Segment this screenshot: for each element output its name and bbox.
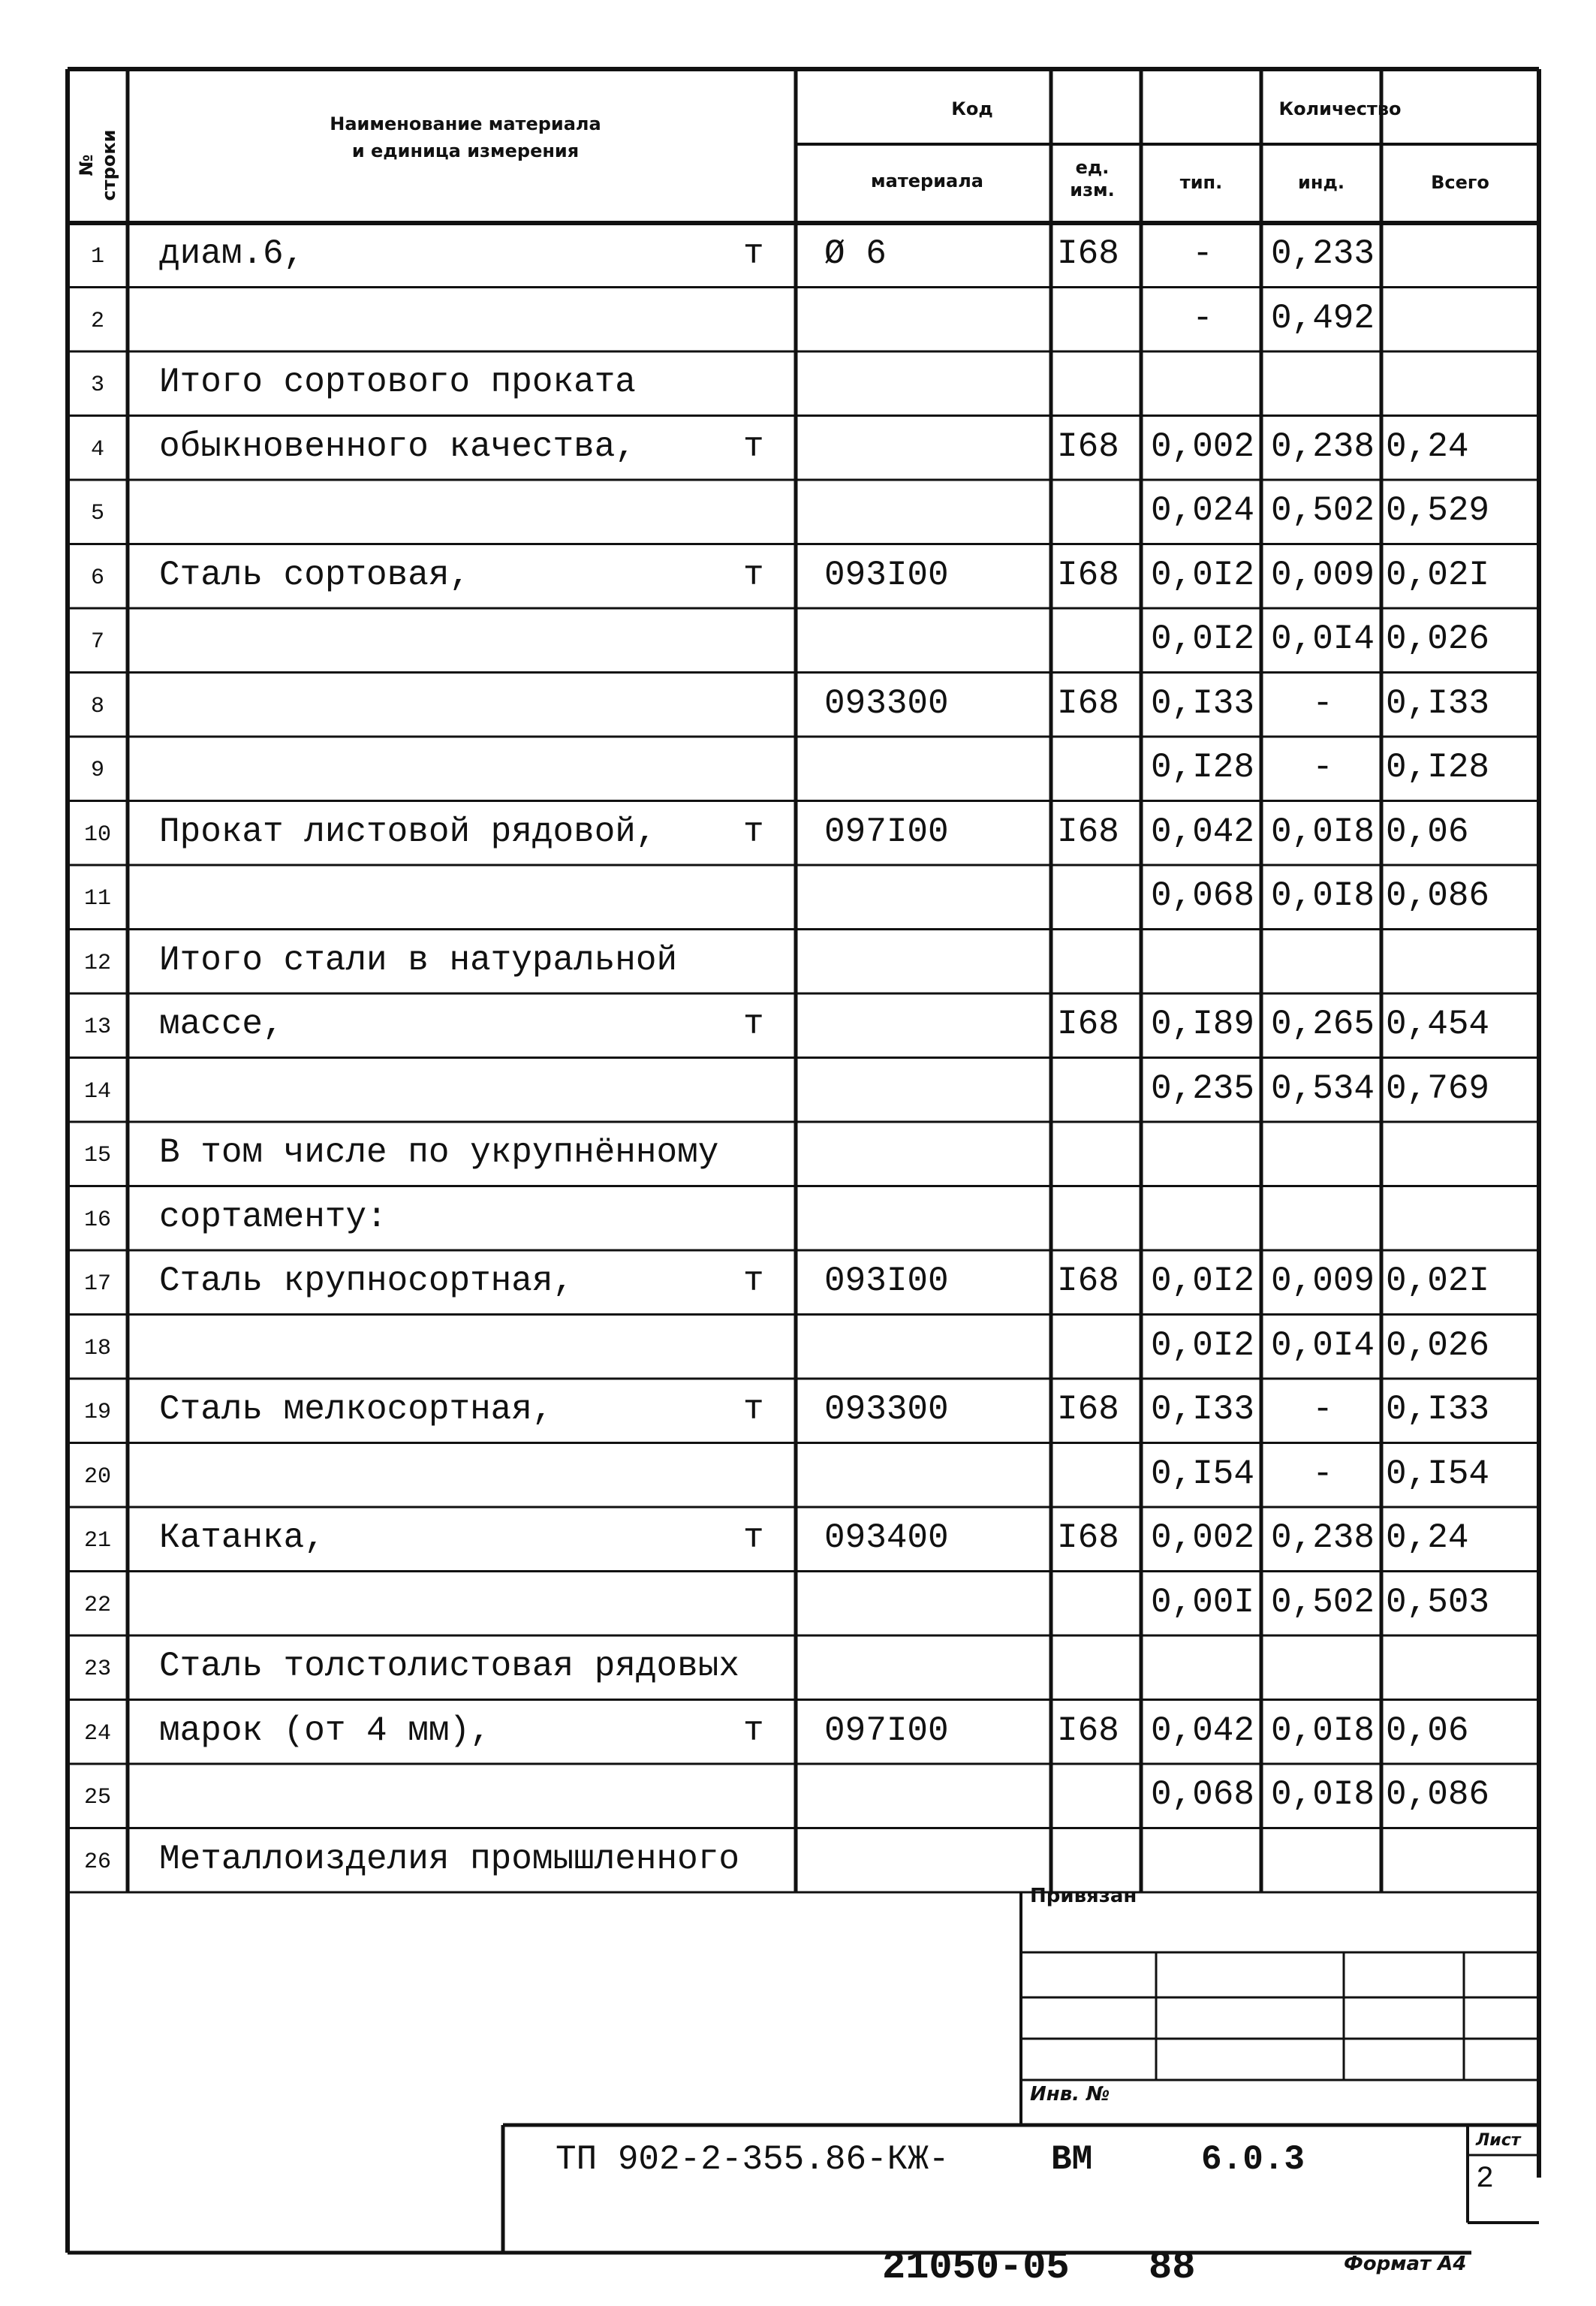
qty-ind-cell: 0,0I8 [1270, 1711, 1375, 1750]
document-code: ТП 902-2-355.86-КЖ- [556, 2140, 950, 2179]
unit-cell: т [743, 1262, 764, 1301]
row-number: 14 [83, 1078, 111, 1105]
qty-ind-cell: 0,502 [1270, 1582, 1375, 1622]
row-number: 20 [83, 1463, 111, 1490]
qty-total-cell: 0,026 [1386, 1325, 1490, 1365]
row-number: 23 [83, 1656, 111, 1682]
qty-ind-cell: - [1312, 748, 1333, 787]
row-number: 2 [90, 308, 104, 334]
material-code-cell: 093I00 [824, 1262, 949, 1301]
header-quantity: Количество [1278, 98, 1402, 119]
qty-ind-cell: 0,0I8 [1270, 812, 1375, 852]
material-code-cell: 093300 [824, 683, 949, 723]
qty-total-cell: 0,I28 [1386, 748, 1490, 787]
qty-typ-cell: 0,I54 [1150, 1454, 1255, 1494]
material-name-cell: Сталь крупносортная, [159, 1262, 574, 1301]
qty-ind-cell: 0,0I4 [1270, 1325, 1375, 1365]
row-number: 1 [90, 244, 104, 270]
qty-ind-cell: - [1312, 683, 1333, 723]
row-number: 10 [83, 821, 111, 848]
qty-typ-cell: 0,0I2 [1150, 1262, 1255, 1301]
row-number: 13 [83, 1014, 111, 1040]
sheet-number: 2 [1476, 2163, 1495, 2196]
qty-typ-cell: 0,I33 [1150, 683, 1255, 723]
qty-ind-cell: 0,233 [1270, 234, 1375, 273]
qty-total-cell: 0,06 [1386, 812, 1469, 852]
material-name-cell: диам.6, [159, 234, 305, 273]
qty-typ-cell: 0,042 [1150, 1711, 1255, 1750]
row-number: 4 [90, 436, 104, 463]
qty-typ-cell: 0,068 [1150, 876, 1255, 915]
qty-typ-cell: 0,002 [1150, 427, 1255, 466]
unit-code-cell: I68 [1057, 1518, 1119, 1557]
qty-typ-cell: 0,I28 [1150, 748, 1255, 787]
format-label: Формат А4 [1344, 2253, 1467, 2275]
row-number: 8 [90, 693, 104, 719]
unit-cell: т [743, 1711, 764, 1750]
material-code-cell: 093400 [824, 1518, 949, 1557]
qty-ind-cell: 0,0I8 [1270, 1775, 1375, 1814]
qty-typ-cell: 0,024 [1150, 491, 1255, 530]
qty-total-cell: 0,24 [1386, 1518, 1469, 1557]
material-name-cell: В том числе по укрупнённому [159, 1133, 719, 1172]
qty-ind-cell: 0,502 [1270, 491, 1375, 530]
material-name-cell: Сталь сортовая, [159, 555, 471, 595]
header-code: Код [951, 98, 993, 119]
row-number: 17 [83, 1271, 111, 1297]
row-number: 11 [83, 886, 111, 912]
unit-code-cell: I68 [1057, 234, 1119, 273]
row-number: 3 [90, 372, 104, 398]
attached-label: Привязан [1030, 1885, 1137, 1907]
qty-ind-cell: 0,492 [1270, 298, 1375, 338]
document-mark: ВМ [1051, 2140, 1093, 2179]
unit-cell: т [743, 555, 764, 595]
unit-code-cell: I68 [1057, 1005, 1119, 1044]
row-number: 16 [83, 1207, 111, 1233]
qty-total-cell: 0,I33 [1386, 683, 1490, 723]
row-number: 24 [83, 1720, 111, 1747]
material-name-cell: массе, [159, 1005, 284, 1044]
qty-typ-cell: 0,042 [1150, 812, 1255, 852]
qty-typ-cell: - [1192, 298, 1213, 338]
qty-typ-cell: 0,002 [1150, 1518, 1255, 1557]
material-name-cell: сортаменту: [159, 1197, 387, 1237]
qty-ind-cell: 0,238 [1270, 427, 1375, 466]
qty-total-cell: 0,I54 [1386, 1454, 1490, 1494]
qty-total-cell: 0,454 [1386, 1005, 1490, 1044]
qty-ind-cell: 0,238 [1270, 1518, 1375, 1557]
header-row-number: № строки [76, 129, 119, 201]
qty-ind-cell: - [1312, 1390, 1333, 1429]
qty-total-cell: 0,086 [1386, 876, 1490, 915]
qty-typ-cell: 0,0I2 [1150, 619, 1255, 659]
material-name-cell: обыкновенного качества, [159, 427, 636, 466]
qty-total-cell: 0,I33 [1386, 1390, 1490, 1429]
material-code-cell: Ø 6 [824, 234, 887, 273]
qty-total-cell: 0,02I [1386, 555, 1490, 595]
page-number: 88 [1149, 2245, 1196, 2289]
qty-ind-cell: 0,534 [1270, 1069, 1375, 1108]
unit-cell: т [743, 427, 764, 466]
material-name-cell: марок (от 4 мм), [159, 1711, 491, 1750]
qty-ind-cell: - [1312, 1454, 1333, 1494]
document-section: 6.0.3 [1201, 2140, 1305, 2179]
qty-total-cell: 0,026 [1386, 619, 1490, 659]
row-number: 9 [90, 758, 104, 783]
header-quantity-ind: инд. [1298, 172, 1345, 193]
header-name-line2: и единица измерения [351, 140, 580, 161]
header-quantity-total: Всего [1431, 172, 1489, 193]
unit-code-cell: I68 [1057, 427, 1119, 466]
material-code-cell: 093I00 [824, 555, 949, 595]
row-number: 6 [90, 565, 104, 591]
qty-total-cell: 0,06 [1386, 1711, 1469, 1750]
qty-typ-cell: 0,0I2 [1150, 1325, 1255, 1365]
unit-code-cell: I68 [1057, 1711, 1119, 1750]
header-quantity-typ: тип. [1179, 172, 1223, 193]
unit-code-cell: I68 [1057, 1390, 1119, 1429]
sheet-label: Лист [1476, 2131, 1521, 2150]
material-name-cell: Катанка, [159, 1518, 325, 1557]
qty-ind-cell: 0,009 [1270, 555, 1375, 595]
unit-code-cell: I68 [1057, 555, 1119, 595]
material-code-cell: 097I00 [824, 812, 949, 852]
qty-total-cell: 0,02I [1386, 1262, 1490, 1301]
row-number: 15 [83, 1143, 111, 1168]
unit-cell: т [743, 1518, 764, 1557]
unit-code-cell: I68 [1057, 812, 1119, 852]
unit-cell: т [743, 812, 764, 852]
qty-total-cell: 0,503 [1386, 1582, 1490, 1622]
header-name-line1: Наименование материала [330, 113, 601, 134]
material-name-cell: Металлоизделия промышленного [159, 1839, 739, 1879]
row-number: 18 [83, 1335, 111, 1361]
material-name-cell: Сталь толстолистовая рядовых [159, 1647, 739, 1686]
qty-typ-cell: 0,068 [1150, 1775, 1255, 1814]
material-name-cell: Итого сортового проката [159, 363, 636, 402]
material-name-cell: Сталь мелкосортная, [159, 1390, 553, 1429]
unit-code-cell: I68 [1057, 683, 1119, 723]
unit-cell: т [743, 234, 764, 273]
row-number: 12 [83, 950, 111, 976]
qty-total-cell: 0,24 [1386, 427, 1469, 466]
row-number: 25 [83, 1785, 111, 1810]
row-number: 26 [83, 1849, 111, 1875]
qty-typ-cell: 0,I89 [1150, 1005, 1255, 1044]
row-number: 7 [90, 629, 104, 655]
header-code-unit: ед. изм. [1070, 157, 1115, 200]
unit-cell: т [743, 1390, 764, 1429]
qty-typ-cell: 0,235 [1150, 1069, 1255, 1108]
row-number: 22 [83, 1592, 111, 1618]
qty-total-cell: 0,529 [1386, 491, 1490, 530]
qty-total-cell: 0,086 [1386, 1775, 1490, 1814]
qty-typ-cell: 0,I33 [1150, 1390, 1255, 1429]
row-number: 21 [83, 1528, 111, 1554]
material-code-cell: 093300 [824, 1390, 949, 1429]
qty-ind-cell: 0,009 [1270, 1262, 1375, 1301]
qty-ind-cell: 0,0I8 [1270, 876, 1375, 915]
row-number: 19 [83, 1400, 111, 1425]
qty-typ-cell: - [1192, 234, 1213, 273]
qty-ind-cell: 0,265 [1270, 1005, 1375, 1044]
material-code-cell: 097I00 [824, 1711, 949, 1750]
header-code-material: материала [871, 170, 983, 191]
unit-code-cell: I68 [1057, 1262, 1119, 1301]
qty-total-cell: 0,769 [1386, 1069, 1490, 1108]
inventory-number-label: Инв. № [1030, 2083, 1110, 2106]
row-number: 5 [90, 501, 104, 526]
qty-ind-cell: 0,0I4 [1270, 619, 1375, 659]
qty-typ-cell: 0,00I [1150, 1582, 1255, 1622]
material-name-cell: Прокат листовой рядовой, [159, 812, 657, 852]
unit-cell: т [743, 1005, 764, 1044]
material-name-cell: Итого стали в натуральной [159, 940, 678, 980]
qty-typ-cell: 0,0I2 [1150, 555, 1255, 595]
archive-number: 21050-05 [882, 2245, 1070, 2289]
